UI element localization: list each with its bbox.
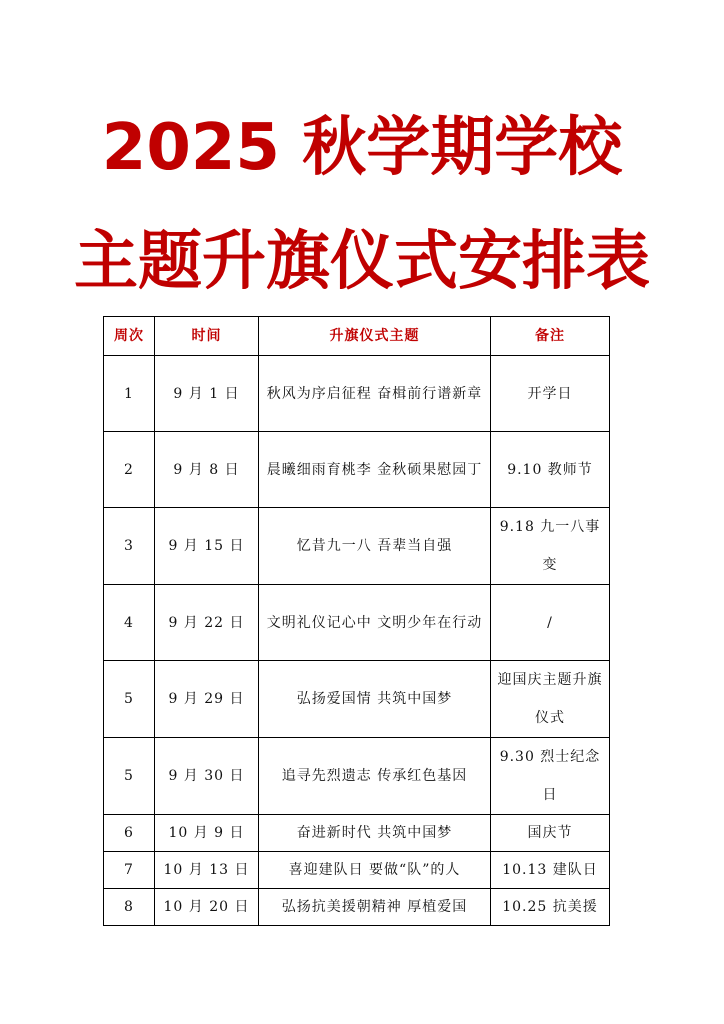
table-row (104, 508, 610, 585)
cell-note: 国庆节 (491, 815, 610, 852)
cell-week: 2 (104, 432, 155, 508)
schedule-table (103, 316, 610, 926)
cell-note: 9.30 烈士纪念日 (491, 738, 610, 815)
cell-week: 1 (104, 356, 155, 432)
cell-week: 6 (104, 815, 155, 852)
cell-theme: 晨曦细雨育桃李 金秋硕果慰园丁 (259, 432, 491, 508)
cell-date: 9 月 15 日 (155, 508, 259, 585)
cell-week: 7 (104, 852, 155, 889)
cell-date: 9 月 8 日 (155, 432, 259, 508)
table-row (104, 585, 610, 661)
cell-theme: 弘扬爱国情 共筑中国梦 (259, 661, 491, 738)
page-title-line-1: 2025 秋学期学校 (101, 111, 623, 185)
table-row (104, 852, 610, 889)
cell-theme: 喜迎建队日 要做“队”的人 (259, 852, 491, 889)
cell-note: 9.18 九一八事变 (491, 508, 610, 585)
table-row (104, 889, 610, 926)
table-header-row (104, 317, 610, 356)
cell-note: 10.13 建队日 (491, 852, 610, 889)
table-row (104, 432, 610, 508)
cell-note: 开学日 (491, 356, 610, 432)
table-row (104, 661, 610, 738)
header-date: 时间 (155, 317, 259, 356)
cell-week: 3 (104, 508, 155, 585)
cell-note: 9.10 教师节 (491, 432, 610, 508)
cell-week: 5 (104, 661, 155, 738)
cell-note: 10.25 抗美援 (491, 889, 610, 926)
cell-week: 5 (104, 738, 155, 815)
table-row (104, 738, 610, 815)
cell-note: 迎国庆主题升旗仪式 (491, 661, 610, 738)
cell-date: 10 月 13 日 (155, 852, 259, 889)
cell-theme: 弘扬抗美援朝精神 厚植爱国 (259, 889, 491, 926)
cell-date: 9 月 22 日 (155, 585, 259, 661)
cell-week: 8 (104, 889, 155, 926)
cell-theme: 文明礼仪记心中 文明少年在行动 (259, 585, 491, 661)
page-title-line-2: 主题升旗仪式安排表 (74, 225, 650, 299)
cell-date: 9 月 1 日 (155, 356, 259, 432)
cell-date: 9 月 30 日 (155, 738, 259, 815)
cell-note: / (491, 585, 610, 661)
cell-date: 10 月 9 日 (155, 815, 259, 852)
cell-date: 9 月 29 日 (155, 661, 259, 738)
table-row (104, 356, 610, 432)
table-row (104, 815, 610, 852)
header-theme: 升旗仪式主题 (259, 317, 491, 356)
cell-week: 4 (104, 585, 155, 661)
cell-theme: 忆昔九一八 吾辈当自强 (259, 508, 491, 585)
header-week: 周次 (104, 317, 155, 356)
cell-theme: 追寻先烈遗志 传承红色基因 (259, 738, 491, 815)
cell-date: 10 月 20 日 (155, 889, 259, 926)
cell-theme: 奋进新时代 共筑中国梦 (259, 815, 491, 852)
cell-theme: 秋风为序启征程 奋楫前行谱新章 (259, 356, 491, 432)
header-note: 备注 (491, 317, 610, 356)
